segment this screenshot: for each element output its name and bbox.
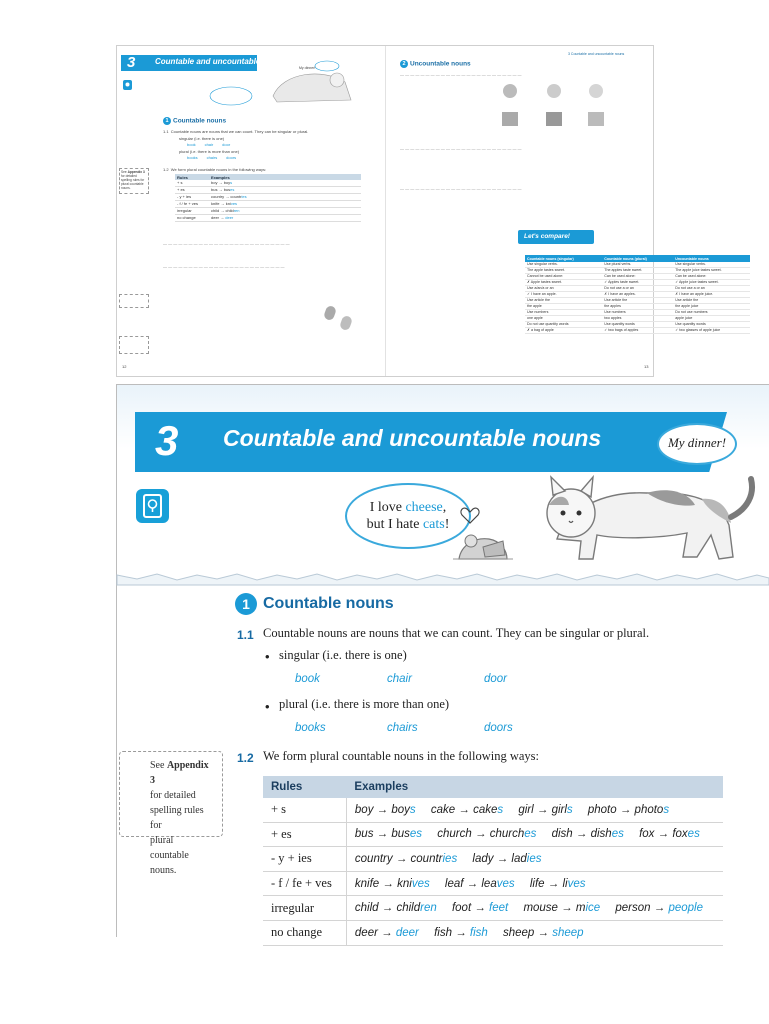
examples-cell: boy → boys cake → cakes girl → girls photo → photos — [346, 798, 723, 822]
thumb-compare-table: Countable nouns (singular) Countable nouns (plural) Uncountable nouns Use singular verbs. Use plural verbs. Use singular verbs. The apple tastes sweet. The apples taste sweet. The apple juice tastes sweet. Cannot be used alone: Can be used alone: Can be used alone: ✗ Apple tastes sweet. ✓ Apples taste sweet. ✓ Apple juice tastes sweet. Use a/an/a or an Do not use a or an Do not use a or an ✓ I have an apple. ✗ I have an apples. ✗ I have an apple juice. Use article the Use article the Use article the the apple the apples the apple juice Use numbers Use numbers Do not use numbers one apple two apples apple juice Do not use quantity words Use quantity words Use quantity words ✗ a bag of apple ✓ two bags of apples ✓ two glasses of apple juice — [525, 255, 750, 334]
table-row — [263, 896, 723, 921]
thumb-compare-banner: Let's compare! — [518, 230, 594, 244]
rule-cell: irregular — [263, 896, 346, 921]
rule-cell: + s — [263, 798, 346, 822]
thumb-side-note-3 — [119, 336, 149, 354]
thumb-side-note-2 — [119, 294, 149, 308]
plural-example: doors — [484, 722, 513, 734]
table-header-row — [263, 776, 723, 798]
appendix-note-line5: nouns. — [150, 865, 177, 876]
thumb-plural-rules-table: Rules Examples + s boy → boys + es bus → buses - y + ies country → countries - f / fe + ves knife → knives irregular child → children no change deer → deer — [175, 174, 361, 222]
paragraph-1-2-text: We form plural countable nouns in the following ways: — [263, 749, 540, 763]
lightbulb-icon — [136, 489, 169, 523]
table-row — [263, 847, 723, 872]
section-title: Countable nouns — [263, 595, 394, 612]
heart-icon — [459, 505, 481, 525]
bullet: • — [265, 699, 270, 714]
appendix-note — [119, 751, 223, 876]
examples-cell: child → children foot → feet mouse → mice person → people — [346, 896, 723, 921]
plural-example: books — [295, 722, 326, 734]
book-spread-thumbnail — [116, 45, 722, 377]
paragraph-number-1-1: 1.1 — [237, 628, 254, 642]
plural-example: chairs — [387, 722, 418, 734]
appendix-note-line4: plural countable — [150, 835, 189, 861]
thumb-unit-title: Countable and uncountable nouns — [155, 57, 287, 66]
thumb-unit-number: 3 — [127, 54, 136, 71]
unit-title: Countable and uncountable nouns — [223, 425, 602, 451]
rule-cell: - f / fe + ves — [263, 871, 346, 896]
examples-cell: bus → buses church → churches dish → dishes fox → foxes — [346, 822, 723, 847]
thumb-s2-lines-3: — — — — — — — — — — — — — — — — — — — — — — — — — [400, 186, 522, 191]
thumb-left-page-number: 12 — [122, 364, 127, 369]
examples-cell: knife → knives leaf → leaves life → lives — [346, 871, 723, 896]
singular-example: chair — [387, 673, 412, 685]
zoomed-page — [116, 384, 769, 940]
thumb-running-header: 3 Countable and uncountable nouns — [568, 52, 625, 56]
mouse-speech-line1: I love cheese, — [369, 500, 447, 515]
table-row — [263, 871, 723, 896]
appendix-note-line1: See Appendix 3 — [150, 760, 209, 786]
thumb-bag-image — [323, 305, 337, 322]
cat-illustration — [497, 447, 767, 565]
thumb-s2-lines: — — — — — — — — — — — — — — — — — — — — — — — — — [400, 72, 522, 77]
thumb-food-images — [498, 82, 628, 100]
plural-label: plural (i.e. there is more than one) — [279, 697, 450, 711]
table-header: Examples — [346, 776, 723, 798]
mouse-illustration — [449, 525, 519, 565]
thumb-appendix-note: See Appendix 3 for detailed spelling rules for plural countable nouns. — [119, 168, 149, 194]
thumb-section1-heading: 1 Countable nouns — [163, 117, 226, 125]
thumb-p1-1: 1.1 Countable nouns are nouns that we can count. They can be singular or plural. — [163, 129, 309, 134]
table-header: Rules — [263, 776, 346, 798]
appendix-note-line2: for detailed — [150, 790, 196, 801]
appendix-note-line3: spelling rules for — [150, 805, 204, 831]
singular-label: singular (i.e. there is one) — [279, 648, 407, 662]
table-row — [263, 798, 723, 822]
table-row — [263, 920, 723, 945]
examples-cell: country → countries lady → ladies — [346, 847, 723, 872]
thumb-singular-ex: book chair door — [187, 142, 231, 147]
thumb-singular: singular (i.e. there is one) — [179, 136, 225, 141]
thumb-s2-lines-2: — — — — — — — — — — — — — — — — — — — — — — — — — [400, 146, 522, 151]
bullet: • — [265, 649, 270, 664]
thumb-filler-lines-2: — — — — — — — — — — — — — — — — — — — — — — — — — [163, 264, 285, 269]
mouse-speech-line2: but I hate cats! — [366, 517, 450, 532]
rule-cell: + es — [263, 822, 346, 847]
thumb-weather-images — [498, 110, 628, 128]
torn-paper-divider — [117, 571, 769, 585]
thumb-lightbulb-icon — [123, 80, 132, 90]
thumb-bag-image-2 — [339, 315, 353, 332]
thumb-plural: plural (i.e. there is more than one) — [179, 149, 240, 154]
paragraph-number-1-2: 1.2 — [237, 751, 254, 765]
singular-example: door — [484, 673, 508, 685]
thumb-filler-lines: — — — — — — — — — — — — — — — — — — — — — — — — — — [163, 241, 290, 246]
thumb-plural-ex: books chairs doors — [187, 155, 237, 160]
section-number-badge: 1 — [235, 593, 257, 615]
cat-speech-text: My dinner! — [667, 435, 727, 450]
thumb-mouse-bubble — [209, 86, 253, 106]
rule-cell: - y + ies — [263, 847, 346, 872]
right-page-thumbnail — [386, 46, 722, 376]
left-page-thumbnail — [117, 46, 386, 376]
table-row — [263, 822, 723, 847]
unit-number: 3 — [155, 417, 179, 464]
thumb-p1-2: 1.2 We form plural countable nouns in the following ways: — [163, 167, 267, 172]
thumb-right-page-number: 13 — [644, 364, 649, 369]
rule-cell: no change — [263, 920, 346, 945]
examples-cell: deer → deer fish → fish sheep → sheep — [346, 920, 723, 945]
singular-example: book — [295, 673, 320, 685]
thumb-section2-heading: 2 Uncountable nouns — [400, 60, 471, 68]
thumb-cat-speech: My dinner! — [299, 66, 316, 70]
plural-rules-table — [263, 776, 723, 946]
paragraph-1-1-text: Countable nouns are nouns that we can count. They can be singular or plural. — [263, 626, 650, 640]
